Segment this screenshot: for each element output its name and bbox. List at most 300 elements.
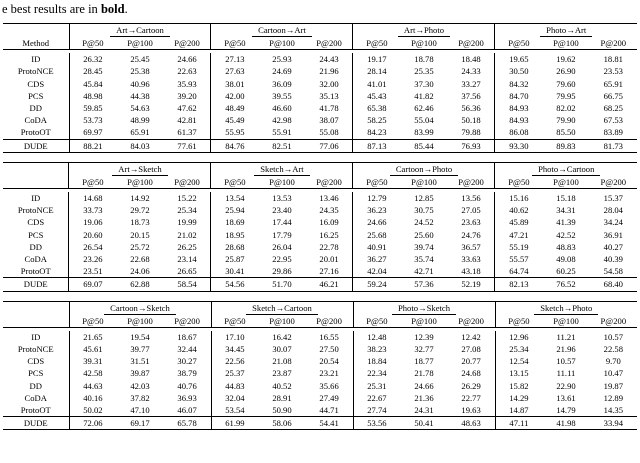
value-cell: 29.86 (272, 266, 292, 277)
value-cell: 48.49 (211, 102, 258, 114)
value-cell: 37.82 (130, 392, 150, 403)
method-name-cell: DUDE (23, 279, 48, 290)
value-cell: 21.78 (414, 368, 434, 379)
method-name-cell: ProtoOT (20, 405, 51, 416)
table-bottom-rule-cell (3, 430, 637, 431)
value-cell: 18.48 (461, 54, 481, 65)
value-cell: 33.63 (461, 254, 481, 265)
value-cell: 26.25 (177, 241, 197, 252)
metric-header-P-at-100: P@100 (400, 37, 447, 50)
value-cell: 40.76 (177, 380, 197, 391)
value-cell: 45.43 (353, 90, 400, 102)
value-cell: 24.66 (353, 216, 400, 228)
value-cell: 38.01 (211, 78, 258, 90)
value-cell: 16.09 (319, 217, 339, 228)
value-cell: 87.13 (353, 139, 400, 152)
value-cell: 19.63 (461, 405, 481, 416)
group-header-3 (353, 301, 495, 315)
value-cell: 18.77 (414, 356, 434, 367)
method-name-cell: PCS (28, 368, 44, 379)
value-cell: 47.62 (177, 103, 197, 114)
value-cell: 76.52 (556, 279, 576, 290)
value-cell: 36.27 (353, 253, 400, 265)
method-name-cell: ProtoOT (20, 266, 51, 277)
value-cell: 27.05 (461, 205, 481, 216)
value-cell: 48.99 (130, 115, 150, 126)
value-cell: 21.96 (319, 66, 339, 77)
value-cell: 14.87 (495, 404, 542, 417)
value-cell: 55.95 (211, 126, 258, 139)
value-cell: 22.68 (130, 254, 150, 265)
value-cell: 69.97 (69, 126, 116, 139)
value-cell: 21.36 (414, 392, 434, 403)
table-row (3, 265, 637, 278)
table-row (3, 404, 637, 417)
value-cell: 25.60 (414, 229, 434, 240)
value-cell: 82.13 (495, 278, 542, 291)
method-name-cell: ID (31, 193, 41, 204)
value-cell: 18.67 (177, 331, 197, 342)
metric-header-row (3, 37, 637, 50)
group-header-label: Sketch→Art (254, 164, 309, 176)
metric-header-P-at-50: P@50 (353, 37, 400, 50)
method-column-header (3, 315, 69, 328)
value-cell: 24.06 (130, 266, 150, 277)
value-cell: 79.88 (461, 127, 481, 138)
value-cell: 22.95 (272, 254, 292, 265)
value-cell: 55.91 (272, 127, 292, 138)
value-cell: 34.45 (211, 343, 258, 355)
value-cell: 72.06 (69, 417, 116, 430)
value-cell: 85.50 (556, 127, 576, 138)
value-cell: 18.73 (130, 217, 150, 228)
value-cell: 30.75 (414, 205, 434, 216)
metric-header-P-at-200: P@200 (306, 315, 353, 328)
value-cell: 42.81 (177, 115, 197, 126)
value-cell: 44.71 (319, 405, 339, 416)
metric-header-row (3, 176, 637, 189)
value-cell: 26.32 (69, 53, 116, 65)
value-cell: 28.14 (353, 65, 400, 77)
caption-prefix: e best results are in (2, 2, 101, 16)
value-cell: 40.39 (603, 254, 623, 265)
results-table-block (0, 162, 640, 292)
method-name-cell: ID (31, 331, 41, 342)
method-column-header: Method (3, 37, 69, 50)
value-cell: 19.99 (177, 217, 197, 228)
value-cell: 84.93 (495, 114, 542, 126)
group-header-label: Art→Cartoon (110, 25, 170, 37)
value-cell: 50.90 (272, 405, 292, 416)
method-name-cell: ProtoNCE (17, 66, 54, 77)
value-cell: 64.74 (495, 265, 542, 278)
value-cell: 30.07 (272, 344, 292, 355)
value-cell: 47.21 (495, 229, 542, 241)
value-cell: 88.21 (69, 139, 116, 152)
value-cell: 13.56 (461, 193, 481, 204)
group-header-label: Cartoon→Photo (390, 164, 458, 176)
metric-header-P-at-200: P@200 (590, 37, 637, 50)
value-cell: 35.13 (319, 90, 339, 101)
value-cell: 55.57 (495, 253, 542, 265)
group-header-3 (353, 24, 495, 38)
value-cell: 16.55 (319, 331, 339, 342)
group-header-label: Sketch→Cartoon (246, 303, 318, 315)
value-cell: 61.37 (177, 127, 197, 138)
value-cell: 69.07 (69, 278, 116, 291)
metric-header-P-at-100: P@100 (116, 176, 163, 189)
value-cell: 52.19 (461, 279, 481, 290)
value-cell: 51.70 (272, 279, 292, 290)
value-cell: 30.41 (211, 265, 258, 278)
metric-header-P-at-100: P@100 (542, 315, 589, 328)
value-cell: 14.29 (495, 392, 542, 404)
method-name-cell: CoDA (24, 115, 47, 126)
table-caption (0, 0, 640, 23)
value-cell: 24.66 (177, 54, 197, 65)
table-row (3, 241, 637, 253)
value-cell: 19.54 (130, 331, 150, 342)
group-header-label: Photo→Cartoon (532, 164, 600, 176)
table-row (3, 90, 637, 102)
metric-header-P-at-100: P@100 (400, 315, 447, 328)
value-cell: 26.54 (69, 241, 116, 253)
value-cell: 40.62 (495, 204, 542, 216)
value-cell: 26.65 (177, 266, 197, 277)
metric-header-P-at-100: P@100 (116, 315, 163, 328)
metric-header-P-at-200: P@200 (164, 37, 211, 50)
table-bottom-rule-cell (3, 152, 637, 153)
group-header-1 (69, 24, 211, 38)
method-name-cell: DUDE (23, 418, 48, 429)
value-cell: 93.30 (495, 139, 542, 152)
value-cell: 23.40 (272, 205, 292, 216)
value-cell: 45.49 (211, 114, 258, 126)
value-cell: 81.73 (603, 140, 623, 151)
value-cell: 18.69 (211, 216, 258, 228)
value-cell: 12.42 (461, 331, 481, 342)
caption-suffix: . (124, 2, 128, 16)
value-cell: 15.18 (556, 193, 576, 204)
value-cell: 38.79 (177, 368, 197, 379)
value-cell: 38.23 (353, 343, 400, 355)
value-cell: 33.27 (461, 78, 481, 89)
group-header-label: Photo→Art (540, 25, 592, 37)
value-cell: 12.48 (353, 331, 400, 343)
value-cell: 37.30 (414, 78, 434, 89)
results-table-block (0, 23, 640, 153)
table-row (3, 53, 637, 65)
value-cell: 41.01 (353, 78, 400, 90)
metric-header-P-at-50: P@50 (69, 315, 116, 328)
value-cell: 39.55 (272, 90, 292, 101)
results-table (3, 301, 637, 431)
method-column-header (3, 176, 69, 189)
value-cell: 41.78 (319, 103, 339, 114)
value-cell: 77.06 (319, 140, 339, 151)
table-row (3, 126, 637, 139)
value-cell: 40.27 (603, 241, 623, 252)
value-cell: 39.20 (177, 90, 197, 101)
value-cell: 50.41 (414, 418, 434, 429)
value-cell: 46.07 (177, 405, 197, 416)
value-cell: 54.56 (211, 278, 258, 291)
value-cell: 19.17 (353, 53, 400, 65)
value-cell: 23.53 (603, 66, 623, 77)
value-cell: 34.24 (603, 217, 623, 228)
value-cell: 33.94 (603, 418, 623, 429)
value-cell: 14.68 (69, 192, 116, 204)
value-cell: 38.07 (319, 115, 339, 126)
value-cell: 85.44 (414, 140, 434, 151)
table-row (3, 417, 637, 430)
value-cell: 54.58 (603, 266, 623, 277)
value-cell: 13.15 (495, 367, 542, 379)
value-cell: 59.85 (69, 102, 116, 114)
metric-header-P-at-200: P@200 (448, 176, 495, 189)
metric-header-P-at-200: P@200 (164, 315, 211, 328)
value-cell: 42.98 (272, 115, 292, 126)
value-cell: 54.41 (319, 418, 339, 429)
method-name-cell: CoDA (24, 254, 47, 265)
metric-header-P-at-50: P@50 (495, 176, 542, 189)
value-cell: 25.87 (211, 253, 258, 265)
metric-header-P-at-50: P@50 (495, 37, 542, 50)
table-row (3, 229, 637, 241)
table-row (3, 65, 637, 77)
metric-header-P-at-100: P@100 (116, 37, 163, 50)
value-cell: 58.54 (177, 279, 197, 290)
value-cell: 21.65 (69, 331, 116, 343)
value-cell: 40.91 (353, 241, 400, 253)
method-name-cell: CDS (27, 78, 45, 89)
value-cell: 22.58 (603, 344, 623, 355)
value-cell: 82.02 (556, 103, 576, 114)
value-cell: 21.02 (177, 229, 197, 240)
value-cell: 22.78 (319, 241, 339, 252)
value-cell: 24.35 (319, 205, 339, 216)
value-cell: 36.57 (461, 241, 481, 252)
table-bottom-rule-cell (3, 291, 637, 292)
value-cell: 55.19 (495, 241, 542, 253)
value-cell: 57.36 (414, 279, 434, 290)
value-cell: 23.21 (319, 368, 339, 379)
group-header-row (3, 24, 637, 38)
value-cell: 40.52 (272, 380, 292, 391)
value-cell: 25.45 (130, 54, 150, 65)
value-cell: 84.32 (495, 78, 542, 90)
value-cell: 45.61 (69, 343, 116, 355)
value-cell: 36.93 (177, 392, 197, 403)
metric-header-P-at-200: P@200 (164, 176, 211, 189)
metric-header-P-at-50: P@50 (69, 37, 116, 50)
value-cell: 40.96 (130, 78, 150, 89)
metric-header-P-at-200: P@200 (448, 37, 495, 50)
method-name-cell: DUDE (23, 140, 48, 151)
table-row (3, 102, 637, 114)
value-cell: 65.78 (177, 418, 197, 429)
value-cell: 48.83 (556, 241, 576, 252)
value-cell: 19.62 (556, 54, 576, 65)
value-cell: 66.75 (603, 90, 623, 101)
group-header-label: Cartoon→Art (252, 25, 312, 37)
value-cell: 39.87 (130, 368, 150, 379)
value-cell: 77.61 (177, 140, 197, 151)
value-cell: 26.04 (272, 241, 292, 252)
value-cell: 69.17 (130, 418, 150, 429)
value-cell: 50.18 (461, 115, 481, 126)
value-cell: 18.95 (211, 229, 258, 241)
value-cell: 42.52 (556, 229, 576, 240)
value-cell: 35.93 (177, 78, 197, 89)
value-cell: 28.04 (603, 205, 623, 216)
value-cell: 47.11 (495, 417, 542, 430)
table-row (3, 192, 637, 204)
value-cell: 67.53 (603, 115, 623, 126)
table-bottom-rule (3, 291, 637, 292)
value-cell: 53.73 (69, 114, 116, 126)
value-cell: 17.10 (211, 331, 258, 343)
value-cell: 22.90 (556, 380, 576, 391)
value-cell: 44.38 (130, 90, 150, 101)
group-header-4 (495, 24, 637, 38)
method-name-cell: DD (29, 103, 42, 114)
table-row (3, 331, 637, 343)
value-cell: 20.77 (461, 356, 481, 367)
value-cell: 20.15 (130, 229, 150, 240)
value-cell: 9.70 (605, 356, 621, 367)
value-cell: 17.79 (272, 229, 292, 240)
metric-header-P-at-100: P@100 (542, 176, 589, 189)
method-name-cell: ProtoNCE (17, 344, 54, 355)
value-cell: 42.03 (130, 380, 150, 391)
value-cell: 22.56 (211, 355, 258, 367)
value-cell: 54.63 (130, 103, 150, 114)
value-cell: 12.85 (414, 193, 434, 204)
method-name-cell: CoDA (24, 392, 47, 403)
value-cell: 62.46 (414, 103, 434, 114)
value-cell: 55.08 (319, 127, 339, 138)
method-name-cell: DD (29, 380, 42, 391)
group-header-row (3, 162, 637, 176)
value-cell: 55.04 (414, 115, 434, 126)
value-cell: 23.87 (272, 368, 292, 379)
value-cell: 13.53 (272, 193, 292, 204)
table-row (3, 139, 637, 152)
value-cell: 82.51 (272, 140, 292, 151)
metric-header-P-at-50: P@50 (211, 37, 258, 50)
metric-header-P-at-200: P@200 (306, 37, 353, 50)
method-name-cell: PCS (28, 229, 44, 240)
value-cell: 27.63 (211, 65, 258, 77)
value-cell: 79.95 (556, 90, 576, 101)
value-cell: 12.79 (353, 192, 400, 204)
value-cell: 22.63 (177, 66, 197, 77)
group-header-2 (211, 24, 353, 38)
value-cell: 10.57 (556, 356, 576, 367)
value-cell: 40.16 (69, 392, 116, 404)
value-cell: 15.22 (177, 193, 197, 204)
table-row (3, 392, 637, 404)
group-header-4 (495, 162, 637, 176)
value-cell: 84.76 (211, 139, 258, 152)
value-cell: 27.13 (211, 53, 258, 65)
value-cell: 68.40 (603, 279, 623, 290)
value-cell: 65.91 (603, 78, 623, 89)
metric-header-P-at-50: P@50 (211, 176, 258, 189)
value-cell: 24.33 (461, 66, 481, 77)
value-cell: 76.93 (461, 140, 481, 151)
value-cell: 27.16 (319, 266, 339, 277)
value-cell: 42.71 (414, 266, 434, 277)
method-name-cell: DD (29, 241, 42, 252)
value-cell: 19.06 (69, 216, 116, 228)
metric-header-P-at-50: P@50 (495, 315, 542, 328)
results-table (3, 23, 637, 153)
value-cell: 10.57 (603, 331, 623, 342)
value-cell: 83.99 (414, 127, 434, 138)
value-cell: 23.63 (461, 217, 481, 228)
caption-bold: bold (100, 2, 125, 16)
value-cell: 84.03 (130, 140, 150, 151)
value-cell: 32.44 (177, 344, 197, 355)
table-row (3, 78, 637, 90)
value-cell: 45.84 (69, 78, 116, 90)
value-cell: 25.34 (177, 205, 197, 216)
value-cell: 24.66 (414, 380, 434, 391)
group-header-row (3, 301, 637, 315)
value-cell: 79.90 (556, 115, 576, 126)
value-cell: 12.54 (495, 355, 542, 367)
value-cell: 23.14 (177, 254, 197, 265)
value-cell: 19.87 (603, 380, 623, 391)
value-cell: 15.82 (495, 380, 542, 392)
value-cell: 43.18 (461, 266, 481, 277)
value-cell: 27.08 (461, 344, 481, 355)
value-cell: 24.69 (272, 66, 292, 77)
group-header-4 (495, 301, 637, 315)
value-cell: 24.68 (461, 368, 481, 379)
group-header-3 (353, 162, 495, 176)
group-header-spacer (3, 301, 69, 315)
value-cell: 25.35 (414, 66, 434, 77)
value-cell: 83.89 (603, 127, 623, 138)
value-cell: 27.49 (319, 392, 339, 403)
metric-header-P-at-100: P@100 (400, 176, 447, 189)
group-header-label: Sketch→Photo (534, 303, 598, 315)
value-cell: 32.00 (319, 78, 339, 89)
value-cell: 18.81 (603, 54, 623, 65)
value-cell: 41.98 (556, 418, 576, 429)
value-cell: 79.60 (556, 78, 576, 89)
results-table (3, 162, 637, 292)
value-cell: 18.78 (414, 54, 434, 65)
method-name-cell: ID (31, 54, 41, 65)
value-cell: 25.93 (272, 54, 292, 65)
value-cell: 41.39 (556, 217, 576, 228)
metric-header-P-at-200: P@200 (448, 315, 495, 328)
value-cell: 30.50 (495, 65, 542, 77)
value-cell: 25.31 (353, 380, 400, 392)
method-name-cell: ProtoNCE (17, 205, 54, 216)
metric-header-P-at-50: P@50 (353, 315, 400, 328)
value-cell: 30.27 (177, 356, 197, 367)
value-cell: 60.25 (556, 266, 576, 277)
metric-header-P-at-100: P@100 (258, 37, 305, 50)
value-cell: 25.37 (211, 367, 258, 379)
group-header-label: Photo→Sketch (392, 303, 456, 315)
value-cell: 16.42 (272, 331, 292, 342)
